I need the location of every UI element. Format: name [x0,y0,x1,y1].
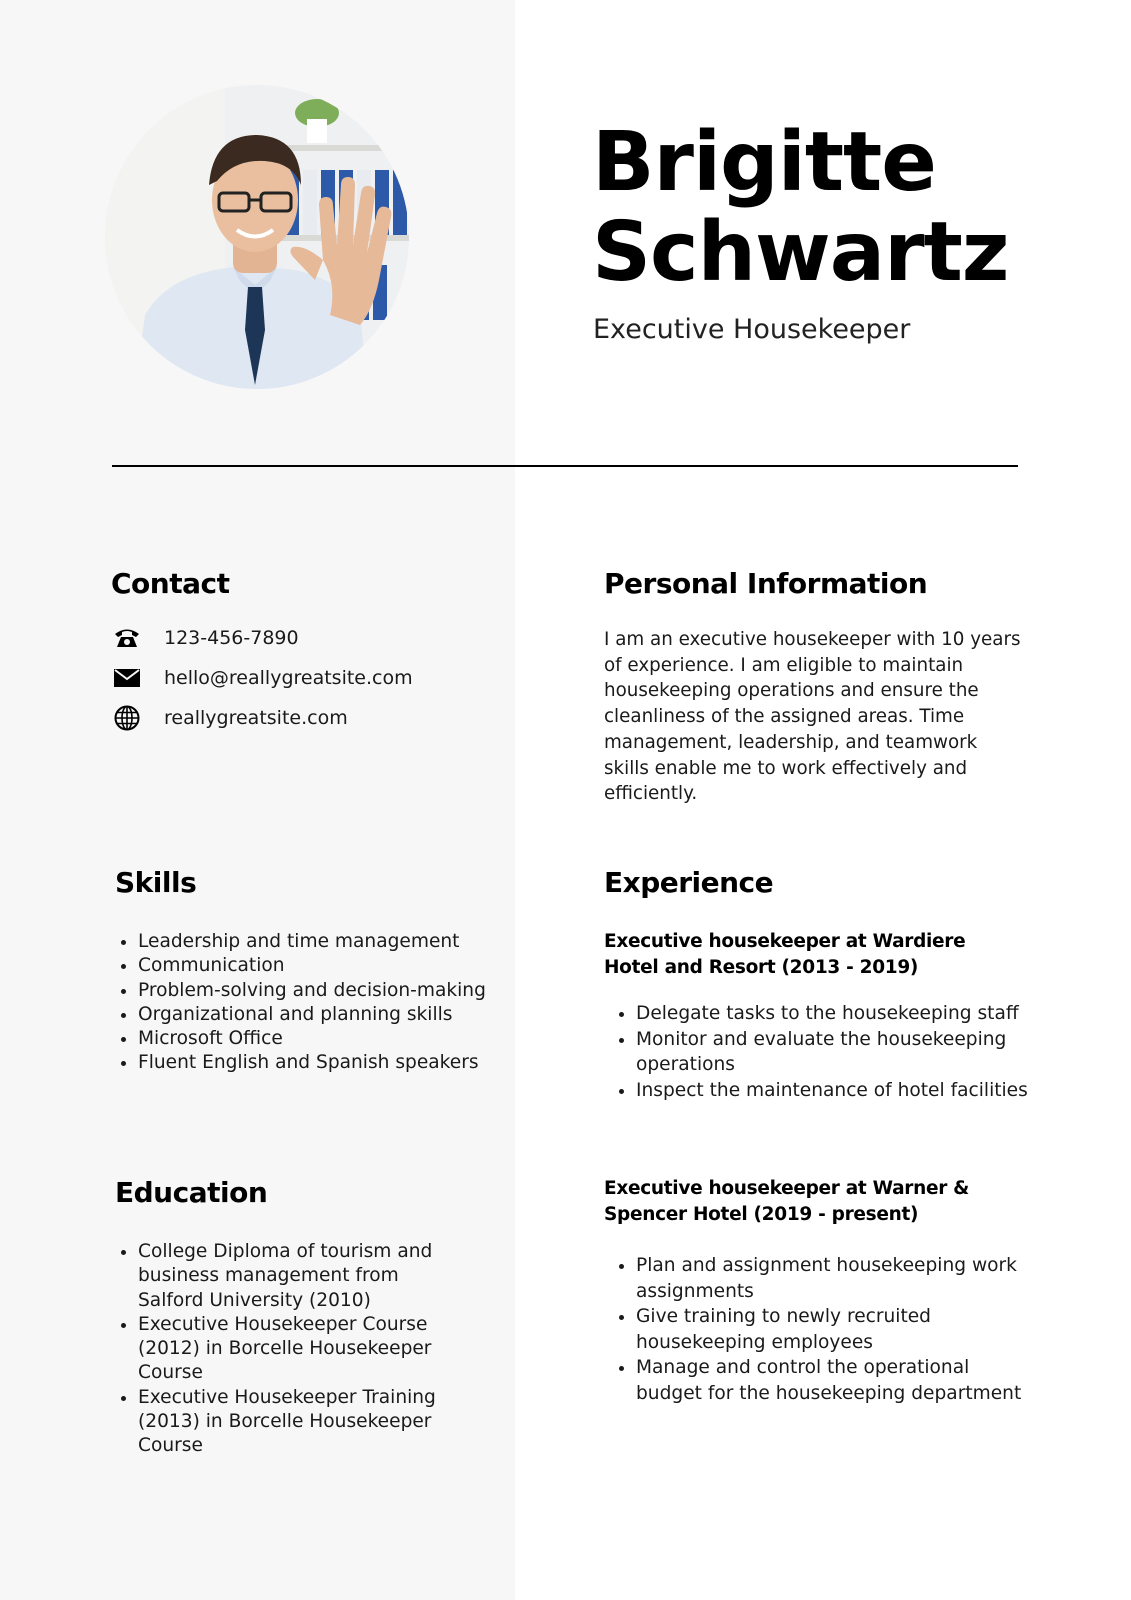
email-address[interactable]: hello@reallygreatsite.com [164,667,413,689]
job-1-duties [604,1001,1036,1103]
profile-photo-illustration [105,85,409,389]
list-item: • Leadership and time management [138,930,528,954]
list-item: • Manage and control the operational budget for the housekeeping department [636,1355,1036,1406]
list-item: • Organizational and planning skills [138,1003,528,1027]
education-heading: Education [115,1176,268,1209]
list-item: • Fluent English and Spanish speakers [138,1051,528,1075]
job-2-duties [604,1253,1036,1407]
contact-phone [112,628,413,648]
education-list [116,1240,458,1459]
candidate-name [592,115,1009,300]
contact-email [112,668,413,688]
first-name: Brigitte [592,115,936,210]
contact-heading: Contact [111,567,230,600]
envelope-icon [112,666,142,690]
list-item: • Delegate tasks to the housekeeping staff [636,1001,1036,1027]
phone-icon [112,626,142,650]
globe-icon [112,706,142,730]
skills-heading: Skills [115,866,197,899]
list-item: • Microsoft Office [138,1027,528,1051]
list-item: • Inspect the maintenance of hotel facilities [636,1078,1036,1104]
phone-number[interactable]: 123-456-7890 [164,627,299,649]
last-name: Schwartz [592,205,1009,300]
profile-photo [105,85,409,389]
contact-list [112,628,413,748]
website-url[interactable]: reallygreatsite.com [164,707,348,729]
list-item: • Communication [138,954,528,978]
list-item: • College Diploma of tourism and business management from Salford University (2010) [138,1240,458,1313]
personal-info-heading: Personal Information [604,567,928,600]
list-item: • Monitor and evaluate the housekeeping operations [636,1027,1036,1078]
job-title-1: Executive housekeeper at Wardiere Hotel and Resort (2013 - 2019) [604,931,966,978]
list-item: • Give training to newly recruited housekeeping employees [636,1304,1036,1355]
job-title: Executive Housekeeper [593,314,911,345]
list-item: • Executive Housekeeper Training (2013) in Borcelle Housekeeper Course [138,1386,458,1459]
list-item: • Problem-solving and decision-making [138,979,528,1003]
list-item: • Executive Housekeeper Course (2012) in Borcelle Housekeeper Course [138,1313,458,1386]
skills-list [116,930,528,1076]
header-divider [112,465,1018,467]
job-title-2: Executive housekeeper at Warner & Spencer Hotel (2019 - present) [604,1178,969,1225]
list-item: • Plan and assignment housekeeping work assignments [636,1253,1036,1304]
contact-website [112,708,413,728]
experience-heading: Experience [604,866,774,899]
personal-info-text: I am an executive housekeeper with 10 years of experience. I am eligible to maintain housekeeping operations and ensure the cleanliness of the assigned areas. Time management, leadership, and teamwork skills enable me to work effectively and efficiently. [604,629,1021,805]
